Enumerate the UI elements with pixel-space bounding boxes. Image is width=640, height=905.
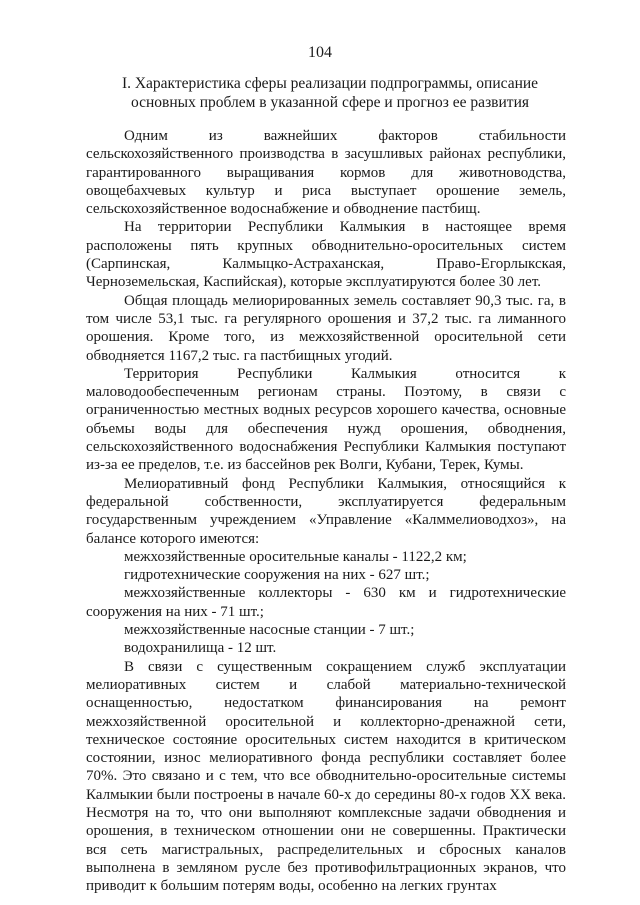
page-number: 104 <box>308 44 332 61</box>
paragraph: Территория Республики Калмыкия относится к маловодообеспеченным регионам страны. Поэтому, в связи с ограниченностью местных водных ресурсов хорошего качества, основные объемы воды для обеспечения нужд орошения, обводнения, сельскохозяйственного водоснабжения Республики Калмыкия поступают из-за ее пределов, т.е. из бассейнов рек Волги, Кубани, Терек, Кумы. <box>86 365 566 474</box>
paragraph: Мелиоративный фонд Республики Калмыкия, относящийся к федеральной собственности, эксплуатируется федеральным государственным учреждением «Управление «Калммелиоводхоз», на балансе которого имеются: <box>86 475 566 547</box>
paragraph: Общая площадь мелиорированных земель составляет 90,3 тыс. га, в том числе 53,1 тыс. га регулярного орошения и 37,2 тыс. га лиманного орошения. Кроме того, из межхозяйственной оросительной сети обводняется 1167,2 тыс. га пастбищных угодий. <box>86 292 566 364</box>
paragraph: В связи с существенным сокращением служб эксплуатации мелиоративных систем и слабой материально-технической оснащенностью, недостатком финансирования на ремонт межхозяйственной оросительной и коллекторно-дренажной сети, техническое состояние оросительных систем находится в критическом состоянии, износ мелиоративного фонда республики составляет более 70%. Это связано и с тем, что все обводнительно-оросительные системы Калмыкии были построены в начале 60-х до середины 80-х годов XX века. Несмотря на то, что они выполняют комплексные задачи обводнения и орошения, в техническом отношении они не совершенны. Практически вся сеть магистральных, распределительных и сбросных каналов выполнена в земляном русле без противофильтрационных экранов, что приводит к большим потерям воды, особенно на легких грунтах <box>86 658 566 895</box>
list-item: водохранилища - 12 шт. <box>124 640 277 657</box>
list-item: межхозяйственные оросительные каналы - 1122,2 км; <box>124 548 467 565</box>
document-body <box>86 127 566 895</box>
list-item: межхозяйственные насосные станции - 7 шт.; <box>124 622 415 639</box>
list-item: межхозяйственные коллекторы - 630 км и гидротехнические сооружения на них - 71 шт.; <box>86 585 566 620</box>
section-heading: I. Характеристика сферы реализации подпрограммы, описание основных проблем в указанной сфере и прогноз ее развития <box>121 75 539 111</box>
list-item: гидротехнические сооружения на них - 627 шт.; <box>124 567 430 584</box>
paragraph: На территории Республики Калмыкия в настоящее время расположены пять крупных обводнительно-оросительных систем (Сарпинская, Калмыцко-Астраханская, Право-Егорлыкская, Черноземельская, Каспийская), которые эксплуатируются более 30 лет. <box>86 219 566 291</box>
paragraph: Одним из важнейших факторов стабильности сельскохозяйственного производства в засушливых районах республики, гарантированного выращивания кормов для животноводства, овощебахчевых культур и риса выступает орошение земель, сельскохозяйственное водоснабжение и обводнение пастбищ. <box>86 128 566 218</box>
